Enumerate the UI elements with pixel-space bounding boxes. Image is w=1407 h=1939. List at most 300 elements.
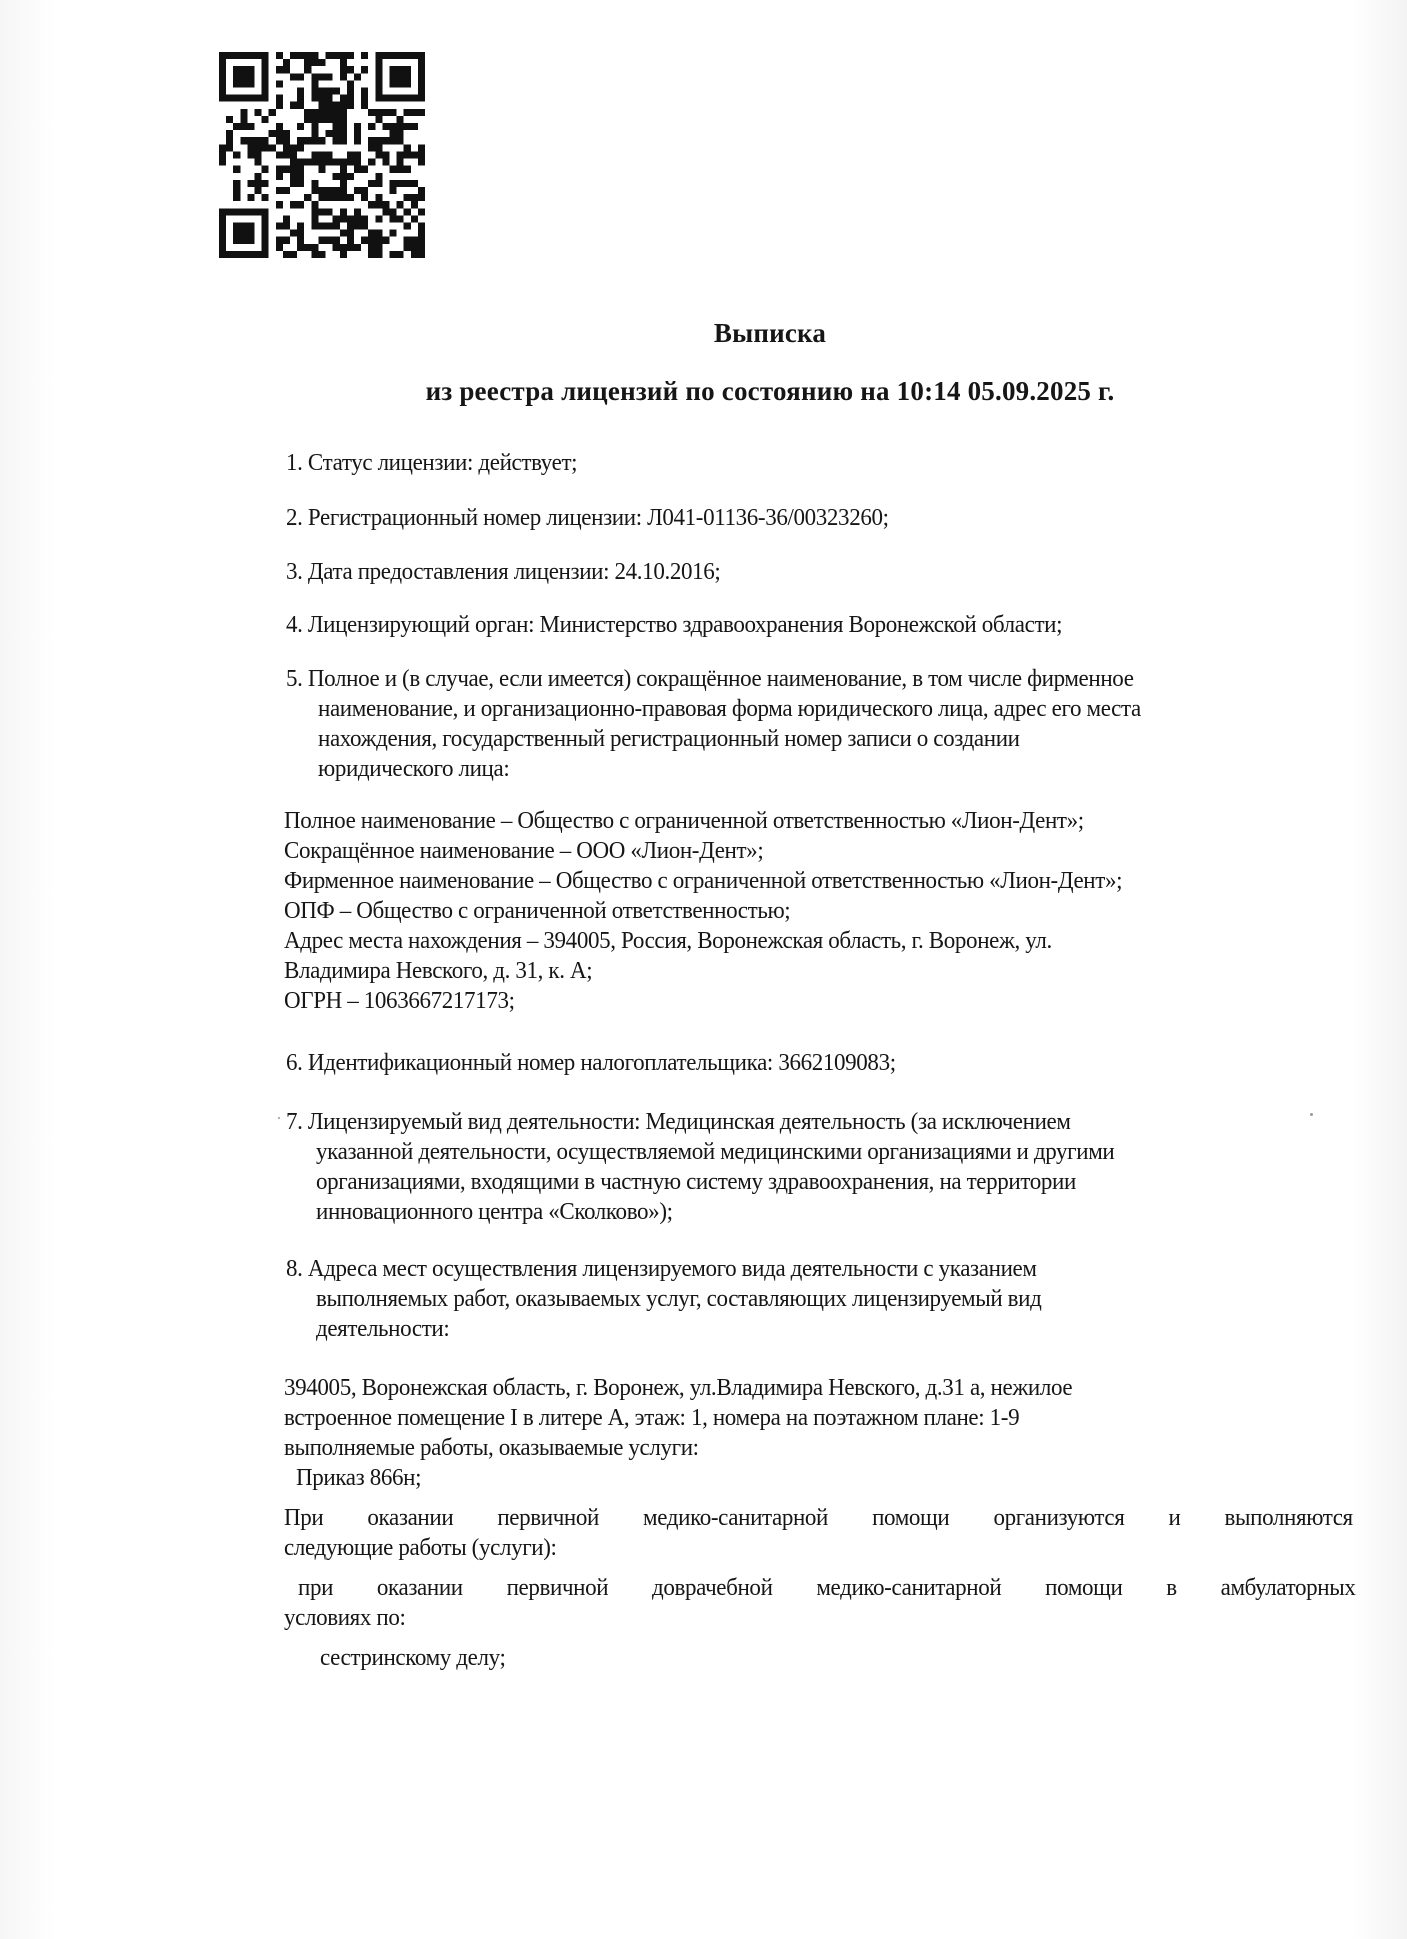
qr-module [297,88,304,95]
qr-module [276,151,283,158]
qr-module [269,130,276,137]
qr-module [333,194,340,201]
qr-module [283,130,290,137]
qr-module [290,230,297,237]
qr-module [255,109,262,116]
scan-speck [278,1117,280,1119]
qr-module [276,80,283,87]
item-8-line-3: деятельности: [316,1315,450,1342]
qr-finder-module [404,52,411,59]
item-1 [286,448,577,478]
qr-module [368,144,375,151]
qr-finder-module [240,52,247,59]
qr-module [418,222,425,229]
qr-module [262,144,269,151]
item-text: Лицензирующий орган: Министерство здравоохранения Воронежской области; [307,611,1063,638]
scan-speck [1310,1113,1313,1116]
qr-module [389,137,396,144]
qr-module [276,102,283,109]
qr-module [389,166,396,173]
qr-module [411,194,418,201]
qr-module [318,187,325,194]
qr-finder-module [226,52,233,59]
qr-module [233,194,240,201]
document-title: Выписка [713,318,827,348]
qr-module [311,201,318,208]
qr-module [219,159,226,166]
qr-module [361,187,368,194]
entity-address-cont: Владимира Невского, д. 31, к. А; [284,957,593,984]
qr-module [311,222,318,229]
qr-module [340,102,347,109]
qr-finder-module [262,73,269,80]
qr-finder-module [233,230,240,237]
qr-module [297,95,304,102]
qr-module [255,151,262,158]
qr-finder-module [233,222,240,229]
qr-finder-module [389,66,396,73]
qr-finder-module [219,95,226,102]
qr-finder-module [247,222,254,229]
qr-module [411,244,418,251]
qr-module [318,194,325,201]
qr-module [382,137,389,144]
qr-module [340,208,347,215]
qr-module [404,222,411,229]
qr-module [276,173,283,180]
qr-module [354,159,361,166]
entity-brand-name: Фирменное наименование – Общество с ограниченной ответственностью «Лион-Дент»; [284,867,1123,894]
qr-module [311,95,318,102]
qr-module [290,102,297,109]
qr-module [318,102,325,109]
qr-module [247,151,254,158]
qr-module [397,151,404,158]
qr-module [382,123,389,130]
qr-finder-module [219,208,226,215]
qr-finder-module [382,52,389,59]
qr-finder-module [389,80,396,87]
qr-module [389,180,396,187]
qr-module [340,109,347,116]
qr-module [340,52,347,59]
qr-module [276,244,283,251]
qr-finder-module [397,66,404,73]
qr-module [397,251,404,258]
qr-module [255,144,262,151]
qr-module [340,116,347,123]
qr-finder-module [255,208,262,215]
qr-finder-module [382,95,389,102]
qr-module [304,52,311,59]
qr-finder-module [240,230,247,237]
qr-finder-module [233,237,240,244]
qr-module [333,109,340,116]
qr-module [354,222,361,229]
qr-module [375,244,382,251]
qr-module [375,194,382,201]
qr-finder-module [247,52,254,59]
qr-module [368,244,375,251]
item-5-line-3: нахождения, государственный регистрационный номер записи о создании [318,725,1020,752]
qr-module [311,116,318,123]
qr-module [304,116,311,123]
qr-finder-module [226,95,233,102]
qr-module [347,173,354,180]
qr-module [326,151,333,158]
qr-module [340,59,347,66]
services-sub-text: при оказании первичной доврачебной медико-санитарной помощи в амбулаторных [298,1574,1356,1601]
qr-module [255,137,262,144]
qr-module [276,237,283,244]
item-number: 1. [286,449,303,476]
qr-module [297,230,304,237]
qr-module [354,73,361,80]
qr-module [347,159,354,166]
qr-module [354,215,361,222]
qr-module [411,151,418,158]
qr-module [361,222,368,229]
item-7-line-2: указанной деятельности, осуществляемой медицинскими организациями и другими [316,1138,1115,1165]
qr-module [340,194,347,201]
qr-module [397,159,404,166]
qr-module [304,137,311,144]
qr-module [311,208,318,215]
qr-module [411,123,418,130]
qr-module [418,159,425,166]
item-8-line-2: выполняемых работ, оказываемых услуг, составляющих лицензируемый вид [316,1285,1042,1312]
qr-finder-module [411,95,418,102]
qr-finder-module [233,66,240,73]
item-number: 7. [286,1108,303,1135]
qr-module [347,237,354,244]
qr-module [382,151,389,158]
qr-finder-module [375,88,382,95]
item-text: Адреса мест осуществления лицензируемого вида деятельности с указанием [307,1255,1037,1282]
qr-module [397,130,404,137]
qr-module [418,230,425,237]
qr-module [255,187,262,194]
qr-finder-module [247,73,254,80]
qr-module [247,123,254,130]
qr-module [333,52,340,59]
qr-module [361,52,368,59]
qr-module [340,137,347,144]
qr-finder-module [262,251,269,258]
qr-module [240,116,247,123]
qr-finder-module [262,222,269,229]
qr-module [361,102,368,109]
qr-module [304,194,311,201]
qr-module [368,123,375,130]
qr-finder-module [240,251,247,258]
qr-finder-module [375,95,382,102]
qr-module [333,215,340,222]
qr-module [411,180,418,187]
qr-module [340,180,347,187]
qr-module [354,151,361,158]
qr-finder-module [375,59,382,66]
qr-module [333,173,340,180]
qr-module [276,123,283,130]
address-line-3: выполняемые работы, оказываемые услуги: [284,1434,699,1461]
qr-module [297,201,304,208]
qr-finder-module [219,59,226,66]
qr-module [311,151,318,158]
qr-module [297,159,304,166]
qr-finder-module [226,251,233,258]
order-reference: Приказ 866н; [296,1464,422,1491]
qr-finder-module [262,230,269,237]
qr-module [283,166,290,173]
qr-finder-module [219,88,226,95]
qr-module [290,144,297,151]
item-6 [286,1048,896,1078]
qr-module [311,109,318,116]
qr-finder-module [262,208,269,215]
item-text: Регистрационный номер лицензии: Л041-01136-36/00323260; [307,504,889,531]
qr-module [247,137,254,144]
qr-module [262,116,269,123]
qr-module [368,159,375,166]
qr-module [326,187,333,194]
qr-finder-module [219,52,226,59]
qr-finder-module [240,95,247,102]
qr-module [347,244,354,251]
qr-module [283,222,290,229]
qr-module [404,208,411,215]
qr-module [297,144,304,151]
qr-module [255,159,262,166]
qr-module [283,151,290,158]
qr-module [418,237,425,244]
qr-module [347,80,354,87]
qr-module [389,208,396,215]
qr-module [333,137,340,144]
qr-finder-module [389,95,396,102]
qr-module [318,222,325,229]
qr-module [375,180,382,187]
item-number: 4. [286,611,303,638]
qr-module [347,52,354,59]
qr-module [340,173,347,180]
qr-module [375,109,382,116]
qr-module [382,159,389,166]
qr-module [389,109,396,116]
qr-module [304,66,311,73]
qr-module [404,237,411,244]
qr-module [283,144,290,151]
qr-module [290,173,297,180]
qr-finder-module [247,237,254,244]
qr-module [276,166,283,173]
entity-ogrn: ОГРН – 1063667217173; [284,987,515,1014]
qr-module [297,137,304,144]
qr-module [354,123,361,130]
qr-finder-module [418,59,425,66]
qr-finder-module [262,95,269,102]
qr-module [368,230,375,237]
qr-module [418,144,425,151]
qr-module [354,166,361,173]
qr-module [375,237,382,244]
qr-finder-module [404,80,411,87]
item-8 [286,1254,1037,1284]
qr-module [404,144,411,151]
qr-module [283,215,290,222]
qr-module [361,88,368,95]
qr-module [318,166,325,173]
qr-module [347,102,354,109]
qr-module [333,130,340,137]
qr-module [340,166,347,173]
qr-module [404,109,411,116]
qr-module [354,187,361,194]
qr-module [361,215,368,222]
qr-module [311,123,318,130]
qr-module [297,102,304,109]
qr-module [247,180,254,187]
qr-finder-module [262,88,269,95]
qr-finder-module [418,73,425,80]
qr-module [397,137,404,144]
item-text: Полное и (в случае, если имеется) сокращённое наименование, в том числе фирменное [307,665,1134,692]
qr-module [404,180,411,187]
qr-finder-module [262,215,269,222]
qr-module [347,66,354,73]
qr-module [375,215,382,222]
qr-module [375,151,382,158]
qr-module [311,88,318,95]
qr-finder-module [247,95,254,102]
qr-module [354,137,361,144]
qr-module [404,166,411,173]
qr-finder-module [247,80,254,87]
qr-module [397,215,404,222]
item-5 [286,664,1134,694]
qr-module [318,116,325,123]
qr-module [290,180,297,187]
qr-module [333,244,340,251]
service-nursing: сестринскому делу; [320,1644,506,1671]
qr-module [418,187,425,194]
qr-module [226,130,233,137]
qr-module [283,59,290,66]
qr-finder-module [418,66,425,73]
qr-module [262,166,269,173]
qr-module [411,109,418,116]
qr-module [340,244,347,251]
qr-module [311,73,318,80]
qr-code [218,52,426,258]
qr-module [326,52,333,59]
qr-module [233,187,240,194]
qr-module [389,230,396,237]
qr-module [276,52,283,59]
qr-module [304,159,311,166]
qr-module [389,187,396,194]
qr-module [411,201,418,208]
qr-module [404,194,411,201]
qr-module [311,52,318,59]
qr-finder-module [389,73,396,80]
qr-module [297,166,304,173]
qr-module [276,130,283,137]
qr-module [340,73,347,80]
qr-finder-module [240,237,247,244]
qr-module [247,194,254,201]
qr-module [255,173,262,180]
qr-module [418,194,425,201]
entity-details [284,806,1176,1016]
qr-module [276,187,283,194]
qr-finder-module [219,73,226,80]
item-5-line-2: наименование, и организационно-правовая форма юридического лица, адрес его места [318,695,1141,722]
qr-module [326,95,333,102]
qr-module [262,137,269,144]
item-5-line-4: юридического лица: [318,755,510,782]
qr-finder-module [240,80,247,87]
qr-finder-module [262,59,269,66]
qr-module [318,109,325,116]
qr-module [326,159,333,166]
qr-module [318,95,325,102]
qr-module [418,109,425,116]
qr-finder-module [262,66,269,73]
qr-module [233,151,240,158]
qr-finder-module [397,95,404,102]
qr-module [311,59,318,66]
qr-code-graphic [218,52,426,258]
item-number: 3. [286,558,303,585]
qr-finder-module [375,52,382,59]
qr-module [290,151,297,158]
item-7-line-4: инновационного центра «Сколково»); [316,1198,673,1225]
qr-module [269,109,276,116]
qr-module [361,166,368,173]
qr-module [333,123,340,130]
qr-module [311,251,318,258]
qr-module [333,88,340,95]
item-text: Лицензируемый вид деятельности: Медицинская деятельность (за исключением [307,1108,1071,1135]
qr-module [326,208,333,215]
qr-module [311,159,318,166]
qr-module [418,251,425,258]
qr-finder-module [418,52,425,59]
qr-module [304,59,311,66]
qr-module [354,130,361,137]
item-text: Дата предоставления лицензии: 24.10.2016; [307,558,721,585]
qr-finder-module [240,222,247,229]
qr-module [262,180,269,187]
qr-module [290,251,297,258]
qr-module [290,159,297,166]
qr-module [283,237,290,244]
qr-module [283,187,290,194]
services-intro-line-2: следующие работы (услуги): [284,1534,557,1561]
qr-module [347,194,354,201]
qr-module [262,194,269,201]
qr-finder-module [404,66,411,73]
qr-module [333,116,340,123]
qr-module [269,144,276,151]
qr-module [404,151,411,158]
qr-module [276,201,283,208]
qr-finder-module [219,237,226,244]
item-7-line-3: организациями, входящими в частную систему здравоохранения, на территории [316,1168,1076,1195]
qr-finder-module [255,52,262,59]
qr-finder-module [219,215,226,222]
